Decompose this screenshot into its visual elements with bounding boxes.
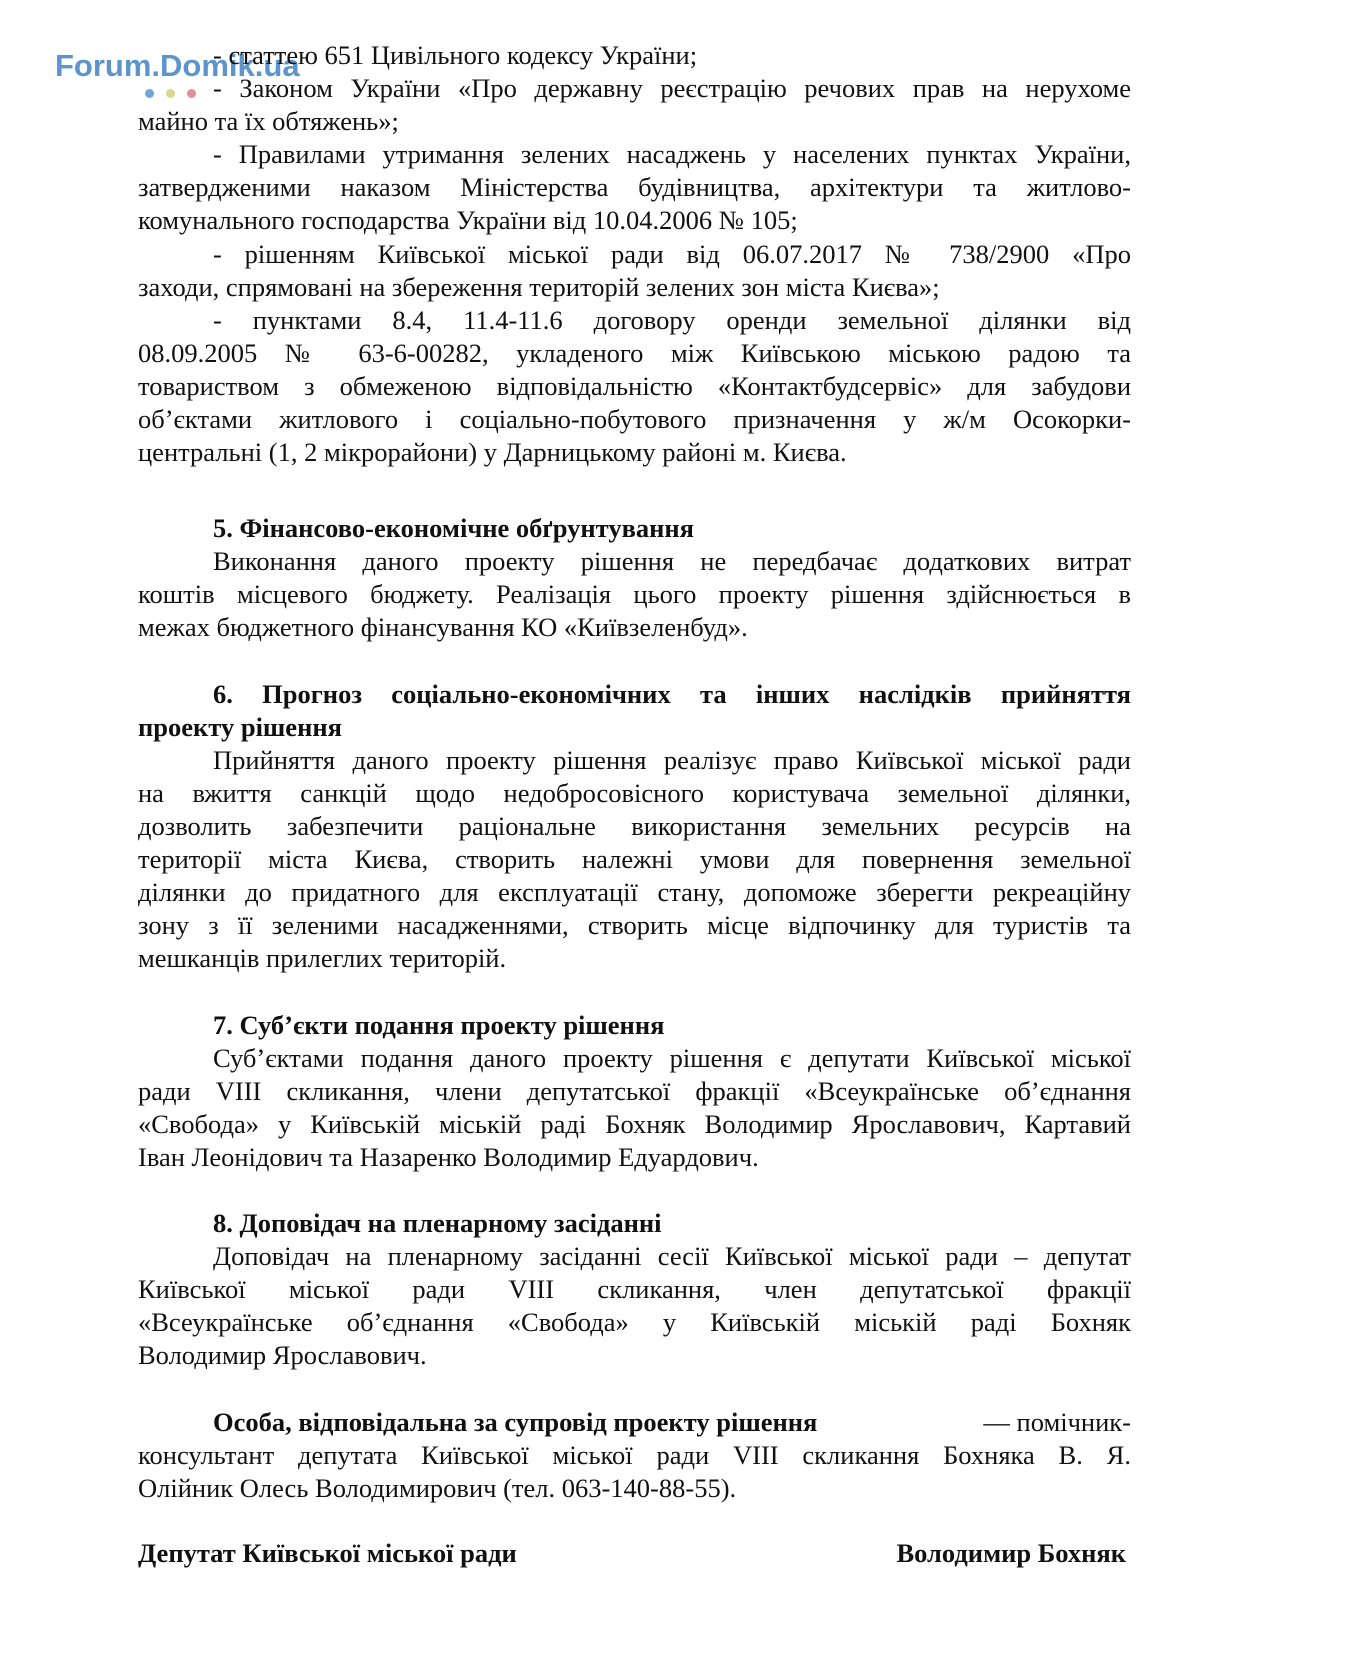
basis-item-lease-contract-cont-2: товариством з обмеженою відповідальністю «Контактбудсервіс» для забудови	[138, 371, 1131, 401]
section-8-heading: 8. Доповідач на пленарному засіданні	[213, 1208, 662, 1238]
section-6-text-line-5: ділянки до придатного для експлуатації стану, допоможе зберегти рекреаційну	[138, 877, 1131, 907]
responsible-person-line-1	[138, 1406, 1131, 1439]
section-5-text-line-2: коштів місцевого бюджету. Реалізація цього проекту рішення здійснюється в	[138, 579, 1131, 609]
basis-item-council-decision-cont: заходи, спрямовані на збереження територій зелених зон міста Києва»;	[138, 272, 940, 302]
responsible-person-line-3: Олійник Олесь Володимирович (тел. 063-140-88-55).	[138, 1473, 737, 1503]
basis-item-registration-law: - Законом України «Про державну реєстрацію речових прав на нерухоме	[213, 73, 1131, 103]
section-7-text-line-3: «Свобода» у Київській міській раді Бохняк Володимир Ярославович, Картавий	[138, 1109, 1131, 1139]
section-8-text-line-1: Доповідач на пленарному засіданні сесії Київської міської ради – депутат	[213, 1241, 1131, 1271]
responsible-person-role: — помічник-	[983, 1407, 1131, 1437]
section-6-heading-cont: проекту рішення	[138, 712, 342, 742]
section-6-text-line-7: мешканців прилеглих територій.	[138, 943, 507, 973]
basis-item-green-rules-cont: затвердженими наказом Міністерства будівництва, архітектури та житлово-	[138, 172, 1131, 202]
basis-item-council-decision: - рішенням Київської міської ради від 06.07.2017 № 738/2900 «Про	[213, 239, 1131, 269]
basis-item-lease-contract-cont: 08.09.2005 № 63-6-00282, укладеного між Київською міською радою та	[138, 338, 1131, 368]
responsible-person-label: Особа, відповідальна за супровід проекту рішення	[213, 1407, 818, 1437]
section-5-text-line-1: Виконання даного проекту рішення не передбачає додаткових витрат	[213, 546, 1131, 576]
watermark-text: Forum.Domik.ua	[55, 48, 300, 83]
section-7-text-line-4: Іван Леонідович та Назаренко Володимир Едуардович.	[138, 1142, 759, 1172]
section-7-heading: 7. Суб’єкти подання проекту рішення	[213, 1010, 665, 1040]
basis-item-lease-contract-cont-4: центральні (1, 2 мікрорайони) у Дарницькому районі м. Києва.	[138, 437, 847, 467]
section-7-text-line-1: Суб’єктами подання даного проекту рішення є депутати Київської міської	[213, 1043, 1131, 1073]
section-6-text-line-2: на вжиття санкцій щодо недобросовісного користувача земельної ділянки,	[138, 778, 1131, 808]
basis-item-civil-code: - статтею 651 Цивільного кодексу України;	[213, 40, 698, 70]
basis-item-lease-contract-cont-3: об’єктами житлового і соціально-побутового призначення у ж/м Осокорки-	[138, 404, 1131, 434]
signature-position: Депутат Київської міської ради	[138, 1538, 517, 1568]
section-8-text-line-4: Володимир Ярославович.	[138, 1340, 427, 1370]
section-5-text-line-3: межах бюджетного фінансування КО «Київзеленбуд».	[138, 612, 748, 642]
section-6-text-line-4: території міста Києва, створить належні умови для повернення земельної	[138, 844, 1131, 874]
section-6-text-line-6: зону з її зеленими насадженнями, створить місце відпочинку для туристів та	[138, 910, 1131, 940]
basis-item-green-rules-cont-2: комунального господарства України від 10.04.2006 № 105;	[138, 205, 798, 235]
basis-item-registration-law-cont: майно та їх обтяжень»;	[138, 106, 399, 136]
section-5-heading: 5. Фінансово-економічне обґрунтування	[213, 513, 694, 543]
basis-item-lease-contract: - пунктами 8.4, 11.4-11.6 договору оренди земельної ділянки від	[213, 305, 1131, 335]
section-7-text-line-2: ради VIII скликання, члени депутатської фракції «Всеукраїнське об’єднання	[138, 1076, 1131, 1106]
section-6-heading: 6. Прогноз соціально-економічних та інших наслідків прийняття	[213, 679, 1131, 709]
section-8-text-line-2: Київської міської ради VIII скликання, член депутатської фракції	[138, 1274, 1131, 1304]
basis-item-green-rules: - Правилами утримання зелених насаджень у населених пунктах України,	[213, 139, 1131, 169]
responsible-person-line-2: консультант депутата Київської міської ради VIII скликання Бохняка В. Я.	[138, 1440, 1131, 1470]
section-8-text-line-3: «Всеукраїнське об’єднання «Свобода» у Київській міській раді Бохняк	[138, 1307, 1131, 1337]
section-6-text-line-3: дозволить забезпечити раціональне використання земельних ресурсів на	[138, 811, 1131, 841]
section-6-text-line-1: Прийняття даного проекту рішення реалізує право Київської міської ради	[213, 745, 1131, 775]
signature-name: Володимир Бохняк	[896, 1538, 1126, 1568]
